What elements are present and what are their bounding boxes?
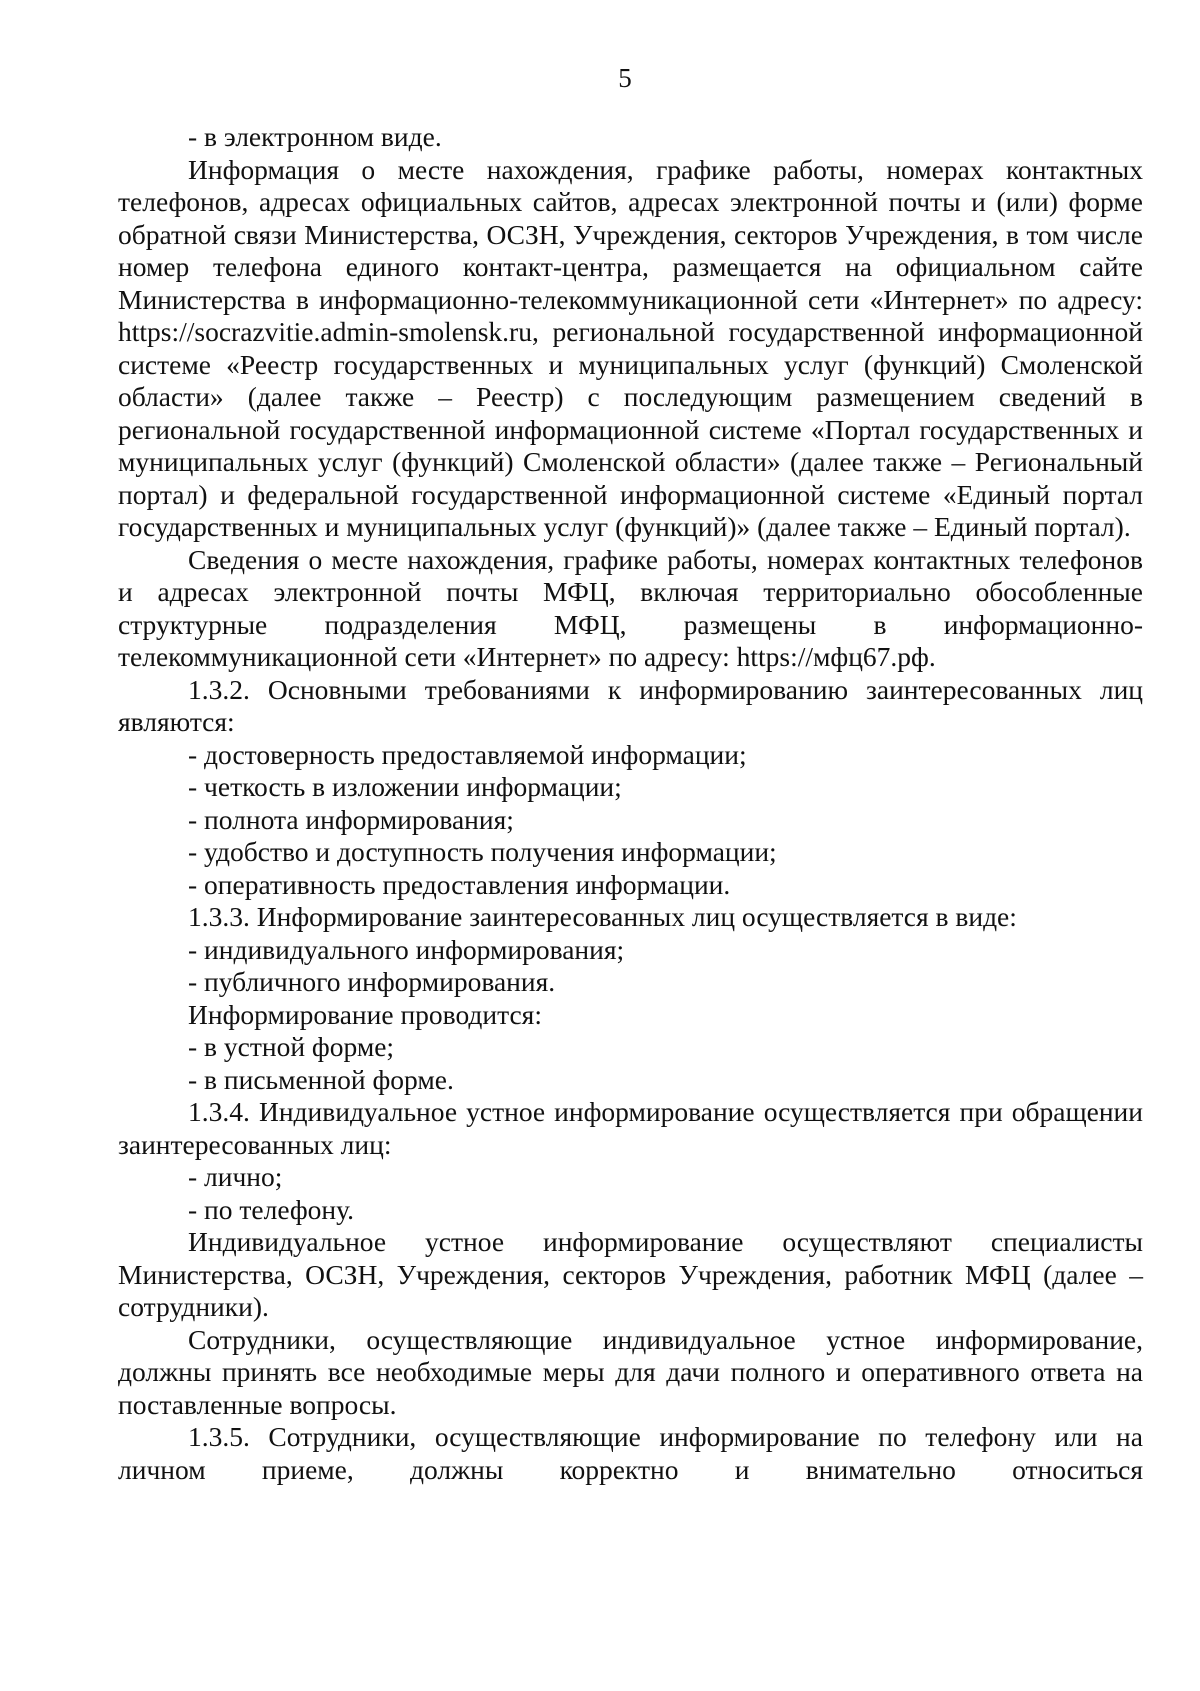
text-line: - в электронном виде. bbox=[188, 121, 442, 152]
text-line: - в устной форме; bbox=[188, 1031, 395, 1062]
text-line: 1.3.3. Информирование заинтересованных лиц осуществляется в виде: bbox=[188, 901, 1017, 932]
text-line: - четкость в изложении информации; bbox=[188, 771, 622, 802]
text-line: - индивидуального информирования; bbox=[188, 933, 625, 965]
text-line: - по телефону. bbox=[188, 1193, 355, 1225]
text-line: - в письменной форме. bbox=[188, 1063, 454, 1095]
paragraph: 1.3.4. Индивидуальное устное информирование осуществляется при обращении заинтересованных лиц: bbox=[118, 1096, 1143, 1160]
text-line: - оперативность предоставления информации. bbox=[188, 868, 731, 900]
paragraph: 1.3.2. Основными требованиями к информированию заинтересованных лиц являются: bbox=[118, 673, 1143, 737]
paragraph: 1.3.5. Сотрудники, осуществляющие информирование по телефону или на личном приеме, должны корректно и внимательно относиться bbox=[118, 1421, 1143, 1485]
text-line: - достоверность предоставляемой информации; bbox=[188, 738, 747, 770]
text-line: - удобство и доступность получения информации; bbox=[188, 836, 777, 867]
paragraph: Индивидуальное устное информирование осуществляют специалисты Министерства, ОСЗН, Учреждения, секторов Учреждения, работник МФЦ (далее – сотрудники). bbox=[118, 1226, 1143, 1322]
text-line: - лично; bbox=[188, 1161, 283, 1192]
paragraph: Информация о месте нахождения, графике работы, номерах контактных телефонов, адресах официальных сайтов, адресах электронной почты и (или) форме обратной связи Министерства, ОСЗН, Учреждения, секторов Учреждения, в том числе номер телефона единого контакт-центра, размещается на официальном сайте Министерства в информационно-телекоммуникационной сети «Интернет» по адресу: https://socrazvitie.admin-smolensk.ru, региональной государственной информационной системе «Реестр государственных и муниципальных услуг (функций) Смоленской области» (далее также – Реестр) с последующим размещением сведений в региональной государственной информационной системе «Портал государственных и муниципальных услуг (функций) Смоленской области» (далее также – Региональный портал) и федеральной государственной информационной системе «Единый портал государственных и муниципальных услуг (функций)» (далее также – Единый портал). bbox=[118, 153, 1143, 542]
paragraph: Сотрудники, осуществляющие индивидуальное устное информирование, должны принять все необходимые меры для дачи полного и оперативного ответа на поставленные вопросы. bbox=[118, 1323, 1143, 1420]
paragraph: Сведения о месте нахождения, графике работы, номерах контактных телефонов и адресах электронной почты МФЦ, включая территориально обособленные структурные подразделения МФЦ, размещены в информационно-телекоммуникационной сети «Интернет» по адресу: https://мфц67.рф. bbox=[118, 543, 1143, 672]
document-body bbox=[118, 121, 1143, 1486]
page-number: 5 bbox=[618, 63, 632, 93]
text-line: - полнота информирования; bbox=[188, 803, 514, 835]
text-line: - публичного информирования. bbox=[188, 966, 556, 997]
text-line: Информирование проводится: bbox=[188, 998, 542, 1030]
